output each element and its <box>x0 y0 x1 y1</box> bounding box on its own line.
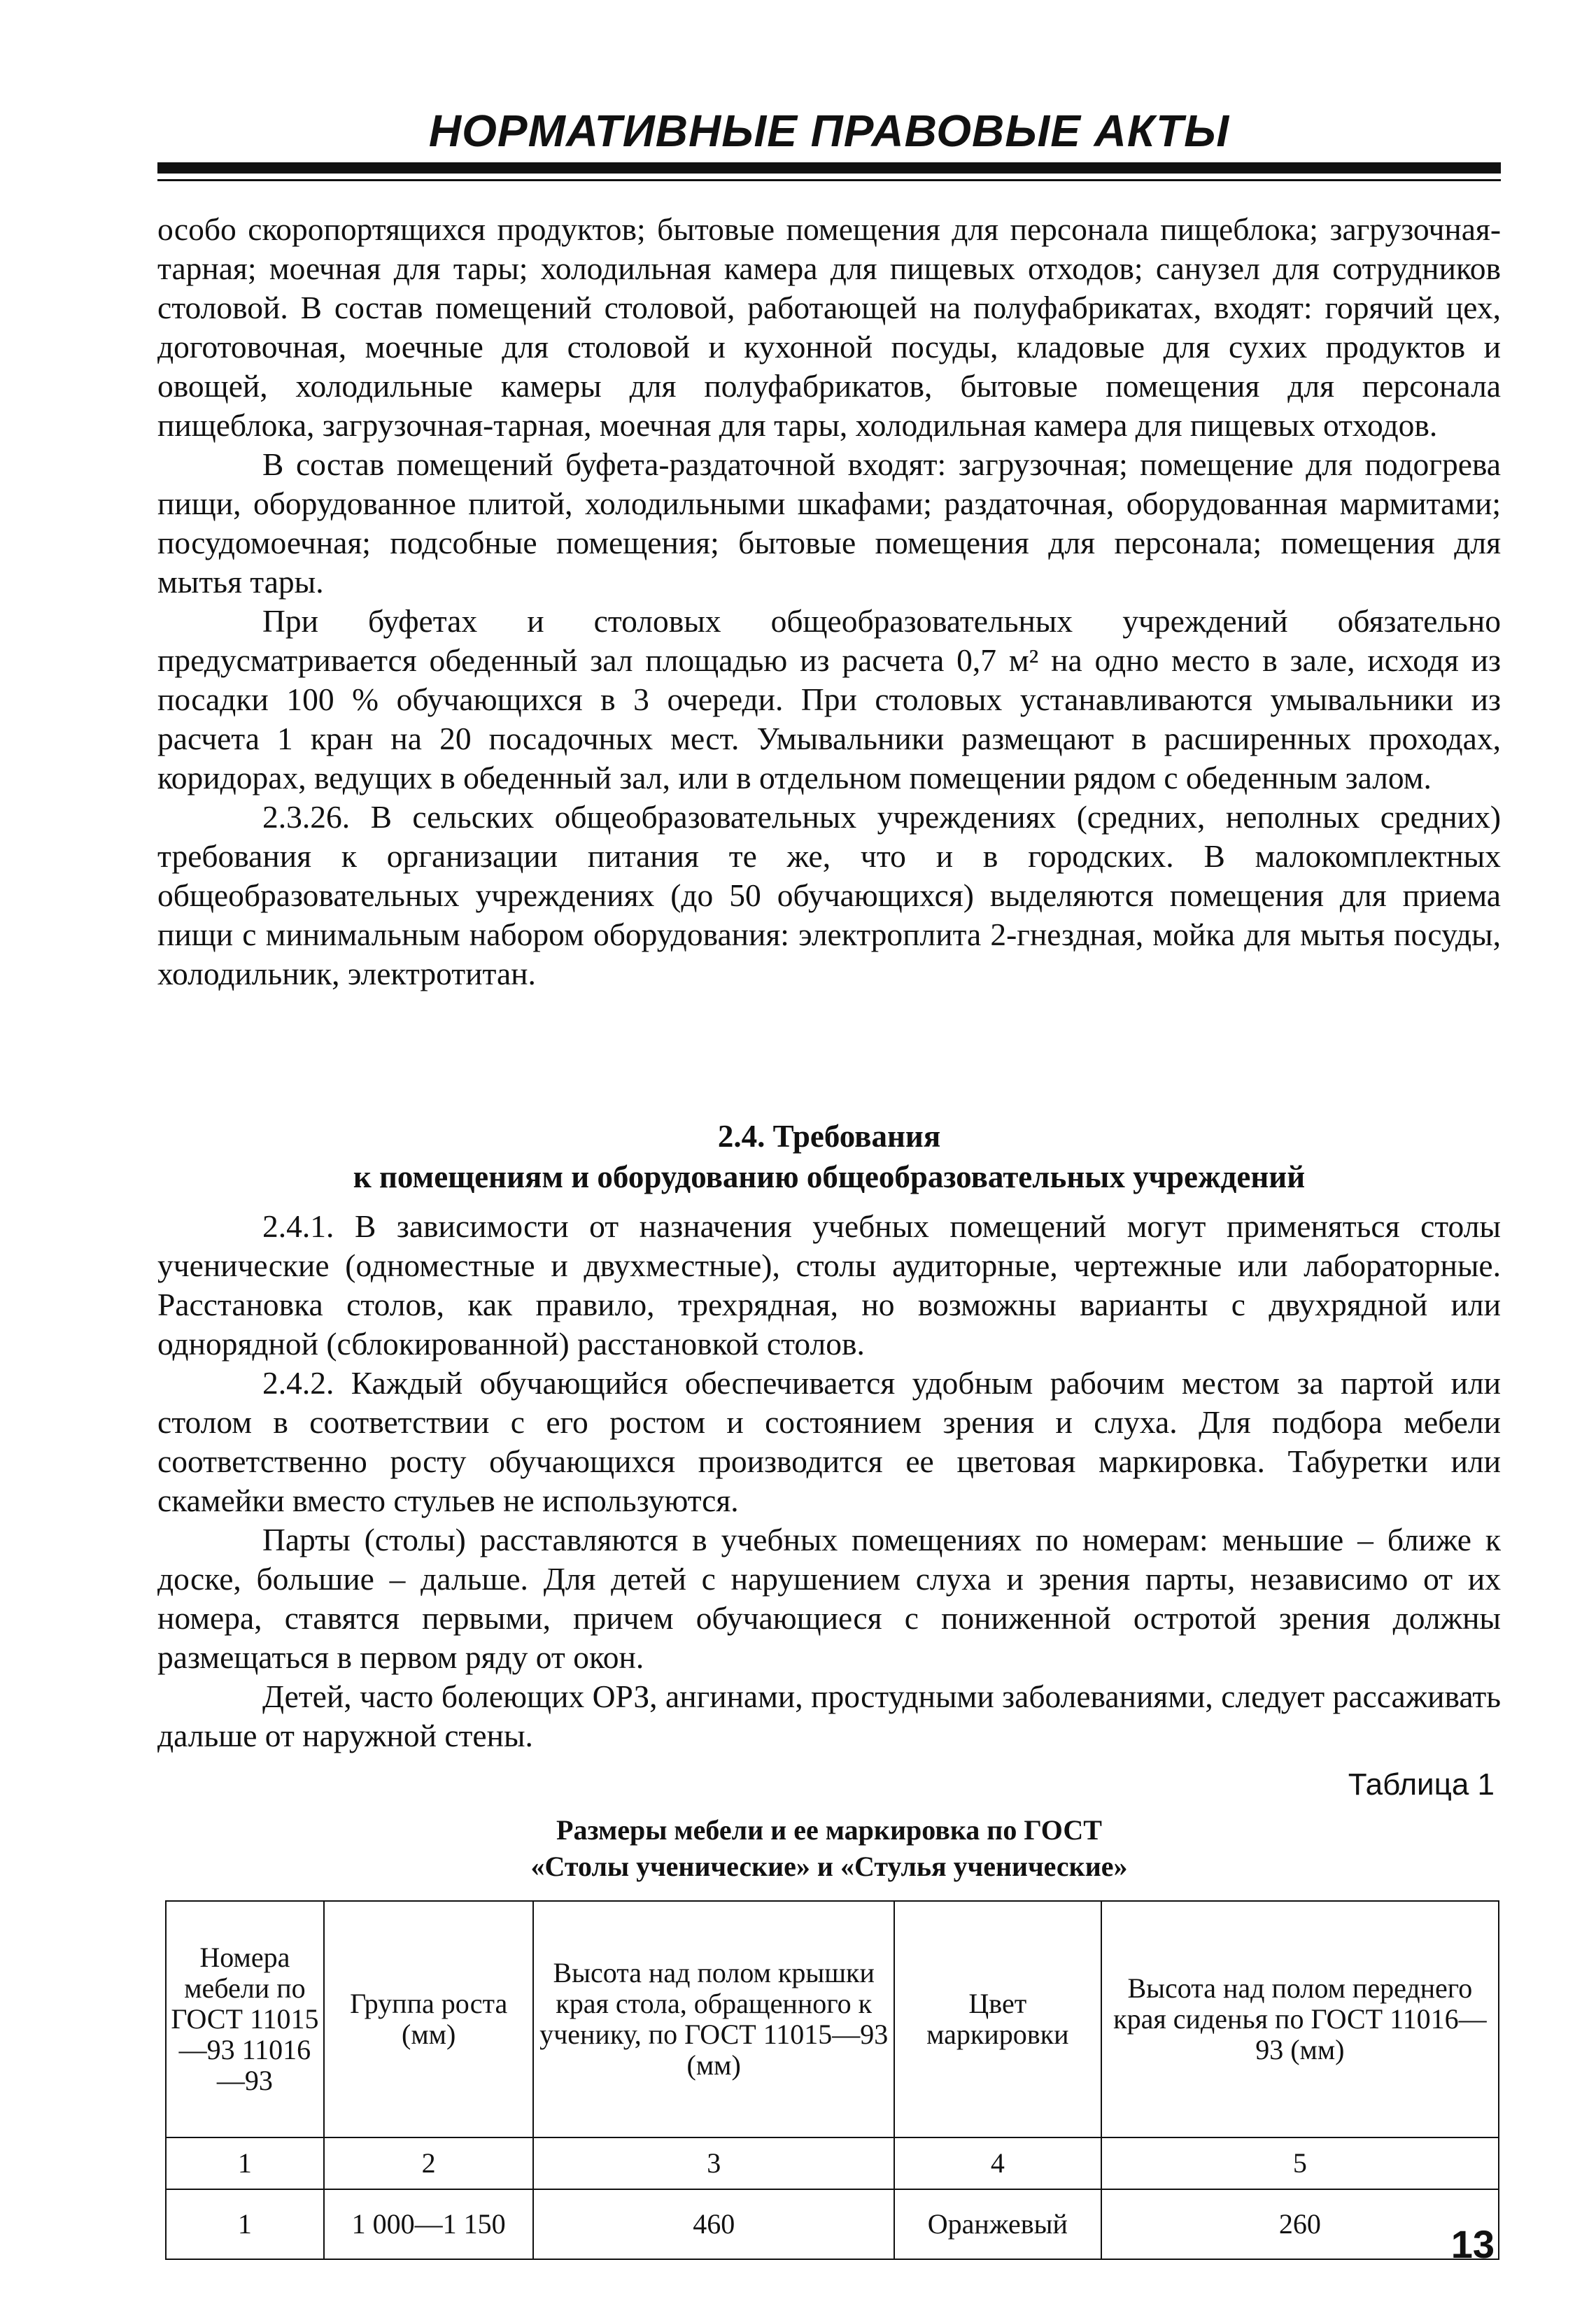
table-cell: 4 <box>894 2137 1101 2189</box>
paragraph: Парты (столы) расставляются в учебных помещениях по номерам: меньшие – ближе к доске, большие – дальше. Для детей с нарушением слуха и зрения парты, независимо от их номера, ставятся первыми, причем обучающиеся с пониженной остротой зрения должны размещаться в первом ряду от окон. <box>157 1522 1501 1675</box>
table-cell: 460 <box>533 2189 894 2259</box>
body-text-bottom <box>157 1207 1501 1755</box>
table-cell: 5 <box>1101 2137 1499 2189</box>
body-text-top <box>157 210 1501 994</box>
table-title <box>157 1812 1501 1885</box>
table-cell: 1 000—1 150 <box>324 2189 534 2259</box>
table-header-row <box>166 1901 1499 2137</box>
paragraph: особо скоропортящихся продуктов; бытовые помещения для персонала пищеблока; загрузочная-тарная; моечная для тары; холодильная камера для пищевых отходов; санузел для сотрудников столовой. В состав помещений столовой, работающей на полуфабрикатах, входят: горячий цех, доготовочная, моечные для столовой и кухонной посуды, кладовые для сухих продуктов и овощей, холодильные камеры для полуфабрикатов, бытовые помещения для персонала пищеблока, загрузочная-тарная, моечная для тары, холодильная камера для пищевых отходов. <box>157 211 1501 443</box>
table-cell: 2 <box>324 2137 534 2189</box>
section-heading-line1: 2.4. Требования <box>717 1119 941 1154</box>
table-header-cell: Номера мебели по ГОСТ 11015—93 11016—93 <box>166 1901 324 2137</box>
section-heading-line2: к помещениям и оборудованию общеобразовательных учреждений <box>353 1159 1306 1194</box>
header-rule-thin <box>157 179 1501 181</box>
table-cell: 260 <box>1101 2189 1499 2259</box>
table-header-cell: Цвет маркировки <box>894 1901 1101 2137</box>
running-header: НОРМАТИВНЫЕ ПРАВОВЫЕ АКТЫ <box>428 106 1230 156</box>
paragraph: 2.4.2. Каждый обучающийся обеспечивается удобным рабочим местом за партой или столом в соответствии с его ростом и состоянием зрения и слуха. Для подбора мебели соответственно росту обучающихся производится ее цветовая маркировка. Табуретки или скамейки вместо стульев не используются. <box>157 1365 1501 1518</box>
table-cell: 1 <box>166 2189 324 2259</box>
page-number: 13 <box>1450 2222 1495 2266</box>
table-header-cell: Высота над полом переднего края сиденья по ГОСТ 11016—93 (мм) <box>1101 1901 1499 2137</box>
table-cell: 3 <box>533 2137 894 2189</box>
paragraph: При буфетах и столовых общеобразовательных учреждений обязательно предусматривается обеденный зал площадью из расчета 0,7 м² на одно место в зале, исходя из посадки 100 % обучающихся в 3 очереди. При столовых устанавливаются умывальники из расчета 1 кран на 20 посадочных мест. Умывальники размещают в расширенных проходах, коридорах, ведущих в обеденный зал, или в отдельном помещении рядом с обеденным залом. <box>157 603 1501 796</box>
table-header-cell: Группа роста (мм) <box>324 1901 534 2137</box>
paragraph: В состав помещений буфета-раздаточной входят: загрузочная; помещение для подогрева пищи, оборудованное плитой, холодильными шкафами; раздаточная, оборудованная мармитами; посудомоечная; подсобные помещения; бытовые помещения для персонала; помещения для мытья тары. <box>157 446 1501 600</box>
table-title-line1: Размеры мебели и ее маркировка по ГОСТ <box>556 1814 1102 1846</box>
header-rule-thick <box>157 162 1501 174</box>
table-column-number-row <box>166 2137 1499 2189</box>
paragraph: 2.3.26. В сельских общеобразовательных учреждениях (средних, неполных средних) требования к организации питания те же, что и в городских. В малокомплектных общеобразовательных учреждениях (до 50 обучающихся) выделяются помещения для приема пищи с минимальным набором оборудования: электроплита 2-гнездная, мойка для мытья посуды, холодильник, электротитан. <box>157 799 1501 991</box>
paragraph: 2.4.1. В зависимости от назначения учебных помещений могут применяться столы ученические (одноместные и двухместные), столы аудиторные, чертежные или лабораторные. Расстановка столов, как правило, трехрядная, но возможны варианты с двухрядной или однорядной (сблокированной) расстановкой столов. <box>157 1208 1501 1362</box>
table-cell: 1 <box>166 2137 324 2189</box>
table-label: Таблица 1 <box>1348 1767 1495 1802</box>
table-cell: Оранжевый <box>894 2189 1101 2259</box>
table-row <box>166 2189 1499 2259</box>
furniture-table <box>165 1900 1499 2260</box>
section-heading <box>157 1116 1501 1197</box>
table-title-line2: «Столы ученические» и «Стулья ученические» <box>530 1851 1128 1882</box>
paragraph: Детей, часто болеющих ОРЗ, ангинами, простудными заболеваниями, следует рассаживать дальше от наружной стены. <box>157 1678 1501 1753</box>
table-header-cell: Высота над полом крышки края стола, обращенного к ученику, по ГОСТ 11015—93 (мм) <box>533 1901 894 2137</box>
